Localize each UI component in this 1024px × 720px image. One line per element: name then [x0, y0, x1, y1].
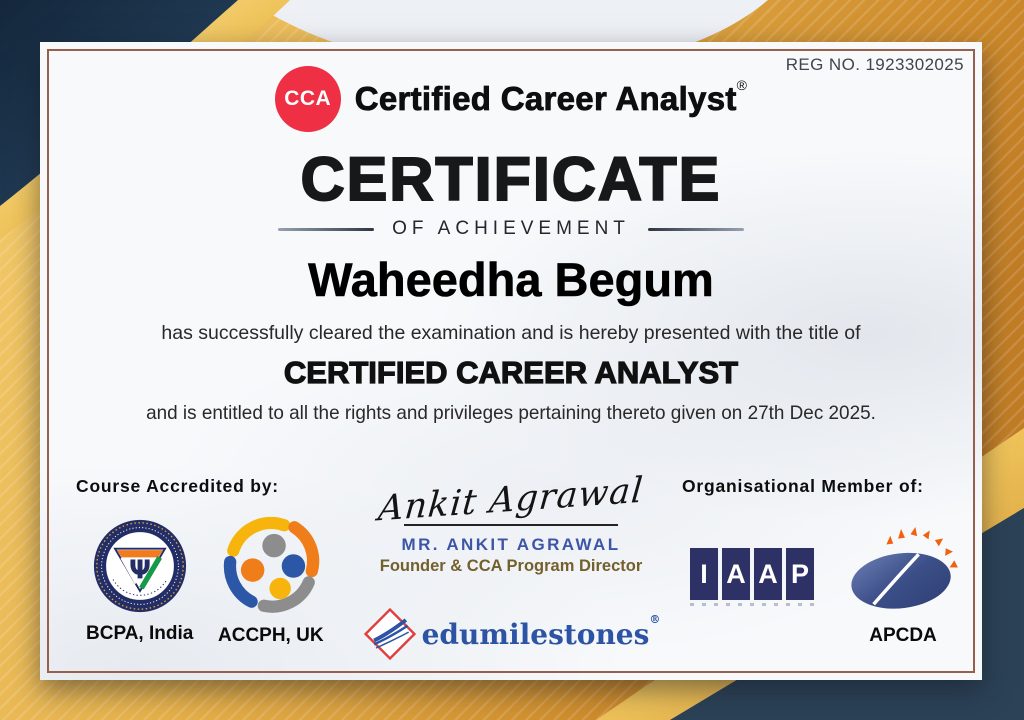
- recipient-name: Waheedha Begum: [308, 253, 714, 306]
- registered-trademark-icon: ®: [649, 613, 661, 627]
- apcda-label: APCDA: [869, 625, 937, 646]
- signatory-block: [361, 470, 661, 576]
- accph-mark-icon: [220, 514, 322, 616]
- edumilestones-brand: [361, 606, 661, 662]
- apcda-logo-block: [844, 524, 962, 647]
- iaap-letter-block: I: [690, 548, 718, 600]
- iaap-letter-block: P: [786, 548, 814, 600]
- membership-heading: Organisational Member of:: [682, 476, 924, 496]
- accph-logo-block: [218, 514, 324, 647]
- signatory-title: Founder & CCA Program Director: [379, 557, 643, 575]
- bcpa-logo-block: [86, 518, 193, 645]
- subtitle-left-rule: [278, 228, 374, 231]
- certificate-subtitle: OF ACHIEVEMENT: [392, 218, 630, 239]
- registration-number: REG NO. 1923302025: [785, 55, 964, 74]
- signatory-name: MR. ANKIT AGRAWAL: [401, 535, 621, 554]
- accph-label: ACCPH, UK: [218, 625, 324, 646]
- registered-trademark-icon: ®: [736, 77, 748, 93]
- bcpa-label: BCPA, India: [86, 623, 194, 644]
- accreditation-heading: Course Accredited by:: [76, 476, 279, 496]
- certificate-subtitle-row: [40, 218, 982, 240]
- cca-logo-icon: [275, 66, 341, 132]
- edumilestones-wordmark: edumilestones®: [421, 613, 661, 651]
- statement-line-2: and is entitled to all the rights and privileges pertaining thereto given on 27th Dec 2025.: [146, 402, 876, 424]
- iaap-logo: [690, 548, 814, 600]
- certificate-card: [40, 42, 982, 680]
- signature: Ankit Agrawal: [376, 470, 646, 530]
- subtitle-right-rule: [648, 228, 744, 231]
- cca-logo-text: CCA: [284, 87, 332, 110]
- awarded-title: CERTIFIED CAREER ANALYST: [283, 355, 739, 390]
- iaap-logo-block: [690, 548, 814, 606]
- statement-line-1: has successfully cleared the examination and is hereby presented with the title of: [161, 322, 861, 344]
- certificate-title: CERTIFICATE: [300, 145, 722, 213]
- brand-header: [40, 66, 982, 132]
- apcda-globe-icon: [844, 524, 962, 616]
- iaap-micro-text: [690, 603, 814, 606]
- iaap-letter-block: A: [754, 548, 782, 600]
- bcpa-seal-icon: [92, 518, 188, 614]
- iaap-letter-block: A: [722, 548, 750, 600]
- bcpa-psi-glyph: Ψ: [128, 555, 151, 586]
- edumilestones-diamond-icon: [362, 606, 418, 662]
- brand-name: Certified Career Analyst®: [354, 77, 748, 117]
